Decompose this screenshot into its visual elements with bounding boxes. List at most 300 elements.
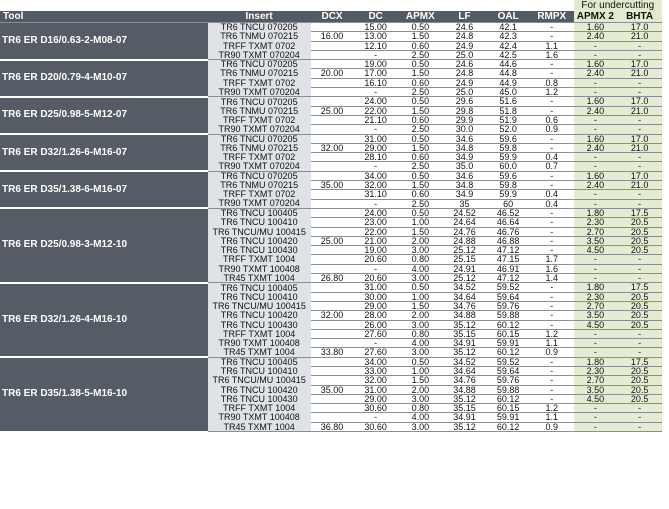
apmx-cell: 0.60 [398,115,443,124]
lf-cell: 35.12 [443,394,487,403]
table-row [0,357,662,366]
apmx2-cell: 2.30 [574,218,618,227]
lf-cell: 30.0 [443,125,487,134]
insert-cell: TR6 TNMU 070215 [208,181,311,190]
apmx2-cell: 2.40 [574,69,618,78]
apmx-cell: 0.50 [398,171,443,180]
bhta-cell: 21.0 [617,143,662,152]
apmx2-cell: - [574,115,618,124]
apmx2-cell: 1.60 [574,171,618,180]
apmx2-cell: - [574,78,618,87]
oal-cell: 59.88 [486,385,530,394]
oal-cell: 59.6 [486,134,530,143]
dc-cell: 21.00 [353,236,398,245]
lf-cell: 34.76 [443,376,487,385]
oal-cell: 59.52 [486,283,530,292]
lf-cell: 24.64 [443,218,487,227]
oal-cell: 60.15 [486,404,530,413]
rmpx-cell: 1.6 [530,264,574,273]
header-lf: LF [443,11,487,23]
header-bhta: BHTA [617,11,662,23]
insert-cell: TR6 TNCU/MU 100415 [208,376,311,385]
rmpx-cell: - [530,236,574,245]
apmx2-cell: 2.30 [574,292,618,301]
apmx2-cell: - [574,153,618,162]
apmx-cell: 0.50 [398,134,443,143]
bhta-cell: 20.5 [617,376,662,385]
dcx-cell: 36.80 [311,422,354,431]
insert-cell: TR6 TNMU 070215 [208,143,311,152]
dcx-cell [311,171,354,180]
apmx-cell: 4.00 [398,264,443,273]
apmx2-cell: 2.70 [574,227,618,236]
insert-cell: TR6 TNCU 100430 [208,320,311,329]
dcx-cell [311,134,354,143]
dc-cell: 22.00 [353,106,398,115]
lf-cell: 24.76 [443,227,487,236]
insert-cell: TR6 TNCU/MU 100415 [208,301,311,310]
rmpx-cell: 1.2 [530,88,574,97]
header-oal: OAL [486,11,530,23]
oal-cell: 59.6 [486,171,530,180]
dcx-cell [311,413,354,422]
bhta-cell: - [617,115,662,124]
insert-cell: TR6 TNCU 100405 [208,283,311,292]
oal-cell: 60.15 [486,329,530,338]
table-row [0,283,662,292]
apmx-cell: 1.50 [398,143,443,152]
dcx-cell [311,88,354,97]
rmpx-cell: 0.9 [530,422,574,431]
apmx2-cell: 1.80 [574,357,618,366]
insert-cell: TRFF TXMT 0702 [208,153,311,162]
apmx2-cell: - [574,348,618,357]
apmx-cell: 0.50 [398,283,443,292]
dcx-cell [311,376,354,385]
dc-cell: 29.00 [353,301,398,310]
bhta-cell: 17.0 [617,171,662,180]
apmx2-cell: 1.60 [574,97,618,106]
oal-cell: 59.8 [486,143,530,152]
dc-cell: 12.10 [353,41,398,50]
apmx-cell: 0.60 [398,190,443,199]
lf-cell: 35 [443,199,487,208]
rmpx-cell: - [530,60,574,69]
rmpx-cell: - [530,366,574,375]
tool-name: TR6 ER D32/1.26-4-M16-10 [0,283,208,357]
lf-cell: 24.52 [443,208,487,217]
bhta-cell: 20.5 [617,366,662,375]
insert-cell: TR6 TNCU 100430 [208,246,311,255]
bhta-cell: 17.0 [617,134,662,143]
insert-cell: TR6 TNCU 070205 [208,97,311,106]
oal-cell: 59.52 [486,357,530,366]
dcx-cell [311,283,354,292]
dcx-cell: 25.00 [311,106,354,115]
rmpx-cell: - [530,292,574,301]
lf-cell: 34.9 [443,153,487,162]
rmpx-cell: 0.9 [530,125,574,134]
lf-cell: 24.91 [443,264,487,273]
rmpx-cell: - [530,394,574,403]
lf-cell: 24.8 [443,69,487,78]
header-apmx: APMX [398,11,443,23]
insert-cell: TR6 TNCU 100420 [208,385,311,394]
oal-cell: 51.9 [486,115,530,124]
insert-cell: TR6 TNCU 100410 [208,218,311,227]
oal-cell: 60.0 [486,162,530,171]
bhta-cell: - [617,125,662,134]
bhta-cell: - [617,329,662,338]
insert-cell: TRFF TXMT 0702 [208,115,311,124]
bhta-cell: 20.5 [617,236,662,245]
insert-cell: TR90 TXMT 100408 [208,264,311,273]
rmpx-cell: - [530,357,574,366]
insert-cell: TR6 TNCU 070205 [208,134,311,143]
apmx2-cell: - [574,264,618,273]
dc-cell: 24.00 [353,208,398,217]
dcx-cell [311,255,354,264]
bhta-cell: 17.0 [617,60,662,69]
apmx2-cell: 2.40 [574,181,618,190]
rmpx-cell: 1.7 [530,255,574,264]
dcx-cell [311,329,354,338]
table-row [0,208,662,217]
dc-cell: 17.00 [353,69,398,78]
dcx-cell: 33.80 [311,348,354,357]
oal-cell: 59.91 [486,339,530,348]
table-row [0,60,662,69]
lf-cell: 25.0 [443,88,487,97]
oal-cell: 59.64 [486,292,530,301]
insert-cell: TR6 TNCU 100420 [208,236,311,245]
bhta-cell: - [617,422,662,431]
dcx-cell [311,153,354,162]
lf-cell: 24.6 [443,23,487,32]
lf-cell: 34.52 [443,357,487,366]
dcx-cell [311,366,354,375]
oal-cell: 42.1 [486,23,530,32]
bhta-cell: - [617,264,662,273]
dcx-cell [311,23,354,32]
dc-cell: 33.00 [353,366,398,375]
rmpx-cell: - [530,208,574,217]
apmx-cell: 0.80 [398,329,443,338]
dcx-cell [311,292,354,301]
apmx2-cell: - [574,339,618,348]
dc-cell: 13.00 [353,32,398,41]
dc-cell: - [353,125,398,134]
oal-cell: 47.12 [486,274,530,283]
rmpx-cell: 1.1 [530,41,574,50]
dcx-cell [311,115,354,124]
lf-cell: 29.8 [443,106,487,115]
apmx-cell: 1.00 [398,218,443,227]
header-dcx: DCX [311,11,354,23]
insert-cell: TR90 TXMT 070204 [208,88,311,97]
apmx-cell: 1.50 [398,181,443,190]
rmpx-cell: 0.6 [530,115,574,124]
oal-cell: 60.12 [486,422,530,431]
apmx2-cell: 3.50 [574,236,618,245]
dcx-cell: 35.00 [311,385,354,394]
bhta-cell: - [617,413,662,422]
dc-cell: 31.00 [353,385,398,394]
dc-cell: 19.00 [353,60,398,69]
rmpx-cell: 0.8 [530,78,574,87]
rmpx-cell: - [530,320,574,329]
oal-cell: 59.64 [486,366,530,375]
apmx2-cell: 2.40 [574,106,618,115]
apmx-cell: 3.00 [398,274,443,283]
undercutting-row [0,0,662,11]
dcx-cell [311,264,354,273]
apmx2-cell: - [574,50,618,59]
dc-cell: 30.00 [353,292,398,301]
dcx-cell: 32.00 [311,143,354,152]
bhta-cell: 20.5 [617,218,662,227]
rmpx-cell: 0.4 [530,199,574,208]
dc-cell: - [353,264,398,273]
dc-cell: 31.00 [353,134,398,143]
rmpx-cell: - [530,218,574,227]
apmx2-cell: 1.80 [574,208,618,217]
bhta-cell: 20.5 [617,246,662,255]
apmx-cell: 0.60 [398,41,443,50]
table-row [0,97,662,106]
apmx-cell: 2.00 [398,385,443,394]
dcx-cell [311,208,354,217]
apmx-cell: 1.50 [398,32,443,41]
insert-cell: TR90 TXMT 070204 [208,125,311,134]
oal-cell: 44.8 [486,69,530,78]
oal-cell: 60.12 [486,348,530,357]
apmx-cell: 2.50 [398,162,443,171]
oal-cell: 59.91 [486,413,530,422]
apmx2-cell: 2.70 [574,376,618,385]
insert-cell: TR6 TNCU 100430 [208,394,311,403]
apmx-cell: 1.50 [398,376,443,385]
insert-cell: TRFF TXMT 0702 [208,78,311,87]
rmpx-cell: - [530,181,574,190]
insert-cell: TR45 TXMT 1004 [208,422,311,431]
apmx2-cell: - [574,274,618,283]
lf-cell: 34.8 [443,143,487,152]
lf-cell: 35.15 [443,404,487,413]
apmx2-cell: - [574,329,618,338]
insert-cell: TR6 TNMU 070215 [208,106,311,115]
oal-cell: 46.76 [486,227,530,236]
lf-cell: 34.91 [443,413,487,422]
apmx-cell: 1.00 [398,366,443,375]
rmpx-cell: 0.4 [530,190,574,199]
oal-cell: 59.76 [486,301,530,310]
table-row [0,23,662,32]
rmpx-cell: - [530,32,574,41]
insert-cell: TR6 TNCU 100405 [208,357,311,366]
header-rmpx: RMPX [530,11,574,23]
bhta-cell: - [617,88,662,97]
insert-cell: TRFF TXMT 0702 [208,41,311,50]
apmx-cell: 0.50 [398,97,443,106]
bhta-cell: 17.5 [617,357,662,366]
apmx-cell: 4.00 [398,339,443,348]
tool-name: TR6 ER D20/0.79-4-M10-07 [0,60,208,97]
apmx2-cell: 2.70 [574,301,618,310]
dcx-cell [311,320,354,329]
rmpx-cell: - [530,106,574,115]
dc-cell: 19.00 [353,246,398,255]
tool-name: TR6 ER D35/1.38-5-M16-10 [0,357,208,431]
apmx2-cell: 1.80 [574,283,618,292]
dcx-cell [311,301,354,310]
rmpx-cell: 1.2 [530,404,574,413]
apmx2-cell: 4.50 [574,246,618,255]
insert-cell: TR90 TXMT 100408 [208,339,311,348]
dc-cell: - [353,50,398,59]
bhta-cell: 17.5 [617,208,662,217]
apmx-cell: 0.50 [398,357,443,366]
insert-cell: TRFF TXMT 1004 [208,255,311,264]
oal-cell: 42.4 [486,41,530,50]
dc-cell: 21.10 [353,115,398,124]
dcx-cell [311,227,354,236]
dc-cell: 16.10 [353,78,398,87]
undercutting-label: For undercutting [574,0,662,11]
bhta-cell: 21.0 [617,69,662,78]
bhta-cell: 20.5 [617,301,662,310]
oal-cell: 44.9 [486,78,530,87]
bhta-cell: - [617,199,662,208]
lf-cell: 34.64 [443,366,487,375]
oal-cell: 46.64 [486,218,530,227]
rmpx-cell: 1.6 [530,50,574,59]
dcx-cell [311,404,354,413]
lf-cell: 34.6 [443,134,487,143]
oal-cell: 60.12 [486,394,530,403]
oal-cell: 51.6 [486,97,530,106]
dc-cell: 29.00 [353,143,398,152]
dcx-cell [311,394,354,403]
dc-cell: 28.00 [353,311,398,320]
bhta-cell: - [617,162,662,171]
bhta-cell: 17.0 [617,23,662,32]
dcx-cell [311,97,354,106]
apmx-cell: 0.50 [398,60,443,69]
lf-cell: 34.52 [443,283,487,292]
bhta-cell: 21.0 [617,106,662,115]
dc-cell: - [353,413,398,422]
dcx-cell [311,246,354,255]
dcx-cell [311,357,354,366]
header-row [0,11,662,23]
apmx2-cell: 1.60 [574,134,618,143]
insert-cell: TR45 TXMT 1004 [208,348,311,357]
apmx-cell: 2.50 [398,125,443,134]
lf-cell: 29.9 [443,115,487,124]
insert-cell: TR6 TNCU/MU 100415 [208,227,311,236]
lf-cell: 34.8 [443,181,487,190]
oal-cell: 60 [486,199,530,208]
apmx2-cell: 3.50 [574,311,618,320]
insert-cell: TR6 TNCU 100420 [208,311,311,320]
header-apmx2: APMX 2 [574,11,618,23]
dcx-cell [311,218,354,227]
oal-cell: 59.76 [486,376,530,385]
apmx-cell: 1.50 [398,69,443,78]
dcx-cell: 26.80 [311,274,354,283]
rmpx-cell: 0.4 [530,153,574,162]
bhta-cell: 20.5 [617,320,662,329]
apmx2-cell: - [574,199,618,208]
bhta-cell: - [617,41,662,50]
lf-cell: 34.88 [443,311,487,320]
table-row [0,134,662,143]
insert-cell: TR6 TNMU 070215 [208,69,311,78]
lf-cell: 35.12 [443,320,487,329]
dcx-cell [311,190,354,199]
bhta-cell: 17.0 [617,97,662,106]
lf-cell: 35.0 [443,162,487,171]
apmx-cell: 3.00 [398,246,443,255]
dcx-cell [311,60,354,69]
tool-name: TR6 ER D25/0.98-5-M12-07 [0,97,208,134]
oal-cell: 59.8 [486,181,530,190]
bhta-cell: - [617,255,662,264]
oal-cell: 59.9 [486,153,530,162]
apmx-cell: 2.00 [398,236,443,245]
lf-cell: 25.12 [443,274,487,283]
dc-cell: 32.00 [353,181,398,190]
lf-cell: 25.15 [443,255,487,264]
dc-cell: - [353,88,398,97]
lf-cell: 25.12 [443,246,487,255]
dc-cell: 32.00 [353,376,398,385]
insert-cell: TR6 TNCU 100410 [208,366,311,375]
oal-cell: 45.0 [486,88,530,97]
lf-cell: 35.12 [443,348,487,357]
tool-name: TR6 ER D16/0.63-2-M08-07 [0,23,208,60]
insert-cell: TR90 TXMT 070204 [208,50,311,59]
apmx2-cell: 3.50 [574,385,618,394]
bhta-cell: - [617,274,662,283]
dc-cell: - [353,199,398,208]
dcx-cell: 32.00 [311,311,354,320]
bhta-cell: 20.5 [617,385,662,394]
dc-cell: 29.00 [353,394,398,403]
apmx-cell: 3.00 [398,394,443,403]
insert-cell: TR6 TNMU 070215 [208,32,311,41]
oal-cell: 42.3 [486,32,530,41]
header-insert: Insert [208,11,311,23]
oal-cell: 47.15 [486,255,530,264]
dcx-cell [311,162,354,171]
bhta-cell: 20.5 [617,311,662,320]
apmx-cell: 0.60 [398,153,443,162]
lf-cell: 34.91 [443,339,487,348]
apmx2-cell: - [574,255,618,264]
dcx-cell: 16.00 [311,32,354,41]
apmx2-cell: - [574,88,618,97]
oal-cell: 44.6 [486,60,530,69]
apmx2-cell: 2.40 [574,32,618,41]
bhta-cell: 20.5 [617,292,662,301]
apmx-cell: 3.00 [398,422,443,431]
rmpx-cell: - [530,385,574,394]
rmpx-cell: 0.7 [530,162,574,171]
insert-cell: TR90 TXMT 100408 [208,413,311,422]
dc-cell: 30.60 [353,404,398,413]
